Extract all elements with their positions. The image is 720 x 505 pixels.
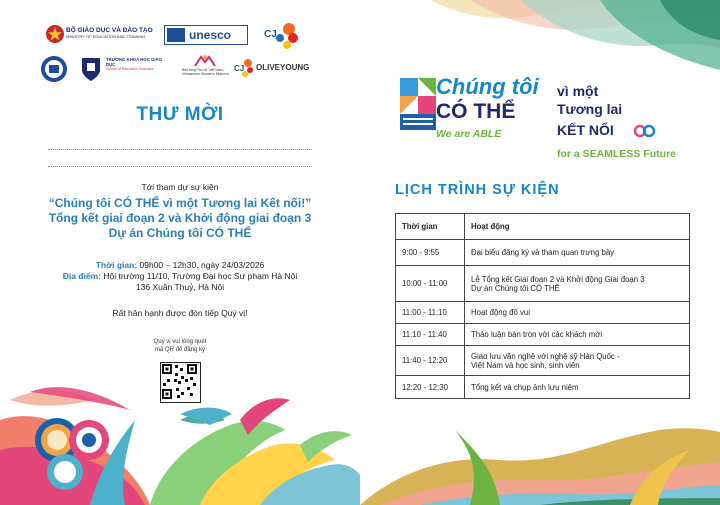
invitation-title: THƯ MỜI — [136, 104, 224, 125]
museum-logo-text: Bảo tàng Phụ nữ Việt Nam / Vietnamese Women's Museum — [182, 68, 229, 76]
event-title-line-3: Dự án Chúng tôi CÓ THỂ — [108, 226, 252, 240]
cj-oliveyoung-logo: CJ OLIVEYOUNG — [234, 58, 314, 78]
headline-emblem-icon — [400, 78, 436, 132]
headline-for-a: vì một — [557, 83, 599, 99]
headline-future: Tương lai — [557, 101, 623, 117]
schedule-header-row — [396, 214, 690, 240]
cj-logo: CJ — [264, 21, 298, 54]
unesco-logo: unesco — [164, 25, 248, 45]
event-title — [0, 196, 360, 241]
event-title-line-2: Tổng kết giai đoạn 2 và Khởi động giai đoạn 3 — [48, 211, 312, 225]
table-row: 10:00 - 11:00 Lễ Tổng kết Giai đoạn 2 và Khởi động Giai đoạn 3 Dự án Chúng tôi CÓ THỂ — [396, 266, 690, 302]
school-shield-icon — [80, 56, 102, 82]
university-seal-icon — [40, 55, 68, 83]
event-place: Địa điểm: Hội trường 11/10, Trường Đại học Sư phạm Hà Nội — [62, 271, 298, 281]
table-row: 12:20 - 12:30 Tổng kết và chụp ảnh lưu niệm — [396, 376, 690, 399]
museum-logo-icon — [192, 54, 218, 68]
headline-seamless-future: for a SEAMLESS Future — [557, 148, 677, 160]
event-time: Thời gian: 09h00 – 12h30, ngày 24/03/2026 — [95, 260, 265, 270]
qr-code-icon — [161, 363, 198, 400]
event-address: 136 Xuân Thuỷ, Hà Nội — [135, 282, 225, 292]
welcome-text: Rất hân hạnh được đón tiếp Quý vị! — [112, 308, 248, 318]
qr-code[interactable] — [160, 362, 201, 403]
table-row: 9:00 - 9:55 Đại biểu đăng ký và tham quan trưng bày — [396, 240, 690, 266]
schedule-title: LỊCH TRÌNH SỰ KIỆN — [395, 182, 560, 198]
name-line-1 — [48, 149, 312, 150]
col-time-header: Thời gian — [396, 214, 465, 240]
table-row: 11:40 - 12:20 Giao lưu văn nghệ với nghệ sỹ Hàn Quốc - Việt Nam và học sinh, sinh viên — [396, 346, 690, 376]
table-row: 11:10 - 11:40 Thảo luận bàn tròn với các khách mời — [396, 324, 690, 346]
headline-we-are-able: We are ABLE — [436, 128, 502, 140]
moet-emblem-icon — [46, 24, 64, 44]
event-title-line-1: “Chúng tôi CÓ THỂ vì một Tương lai Kết nối!” — [48, 196, 312, 210]
schedule-table — [395, 213, 690, 399]
headline-we-can: Chúng tôi — [436, 74, 539, 99]
moet-logo: BỘ GIÁO DỤC VÀ ĐÀO TẠO MINISTRY OF EDUCATION AND TRAINING — [66, 27, 153, 39]
col-activity-header: Hoạt động — [465, 214, 690, 240]
qr-note: Quý vị vui lòng quét mã QR để đăng ký — [153, 339, 207, 353]
unesco-emblem-icon — [167, 28, 185, 42]
headline-able: CÓ THỂ — [436, 100, 516, 123]
infinity-link-icon — [633, 124, 657, 138]
headline-connected: KẾT NỐI — [557, 122, 614, 138]
table-row: 11:00 - 11:10 Hoạt động đố vui — [396, 302, 690, 324]
event-details — [0, 260, 360, 293]
invite-intro: Tới tham dự sự kiện — [141, 182, 219, 192]
name-line-2 — [48, 166, 312, 167]
school-logo: TRƯỜNG KHOA HỌC GIÁO DỤC School of Education Sciences — [106, 57, 163, 71]
